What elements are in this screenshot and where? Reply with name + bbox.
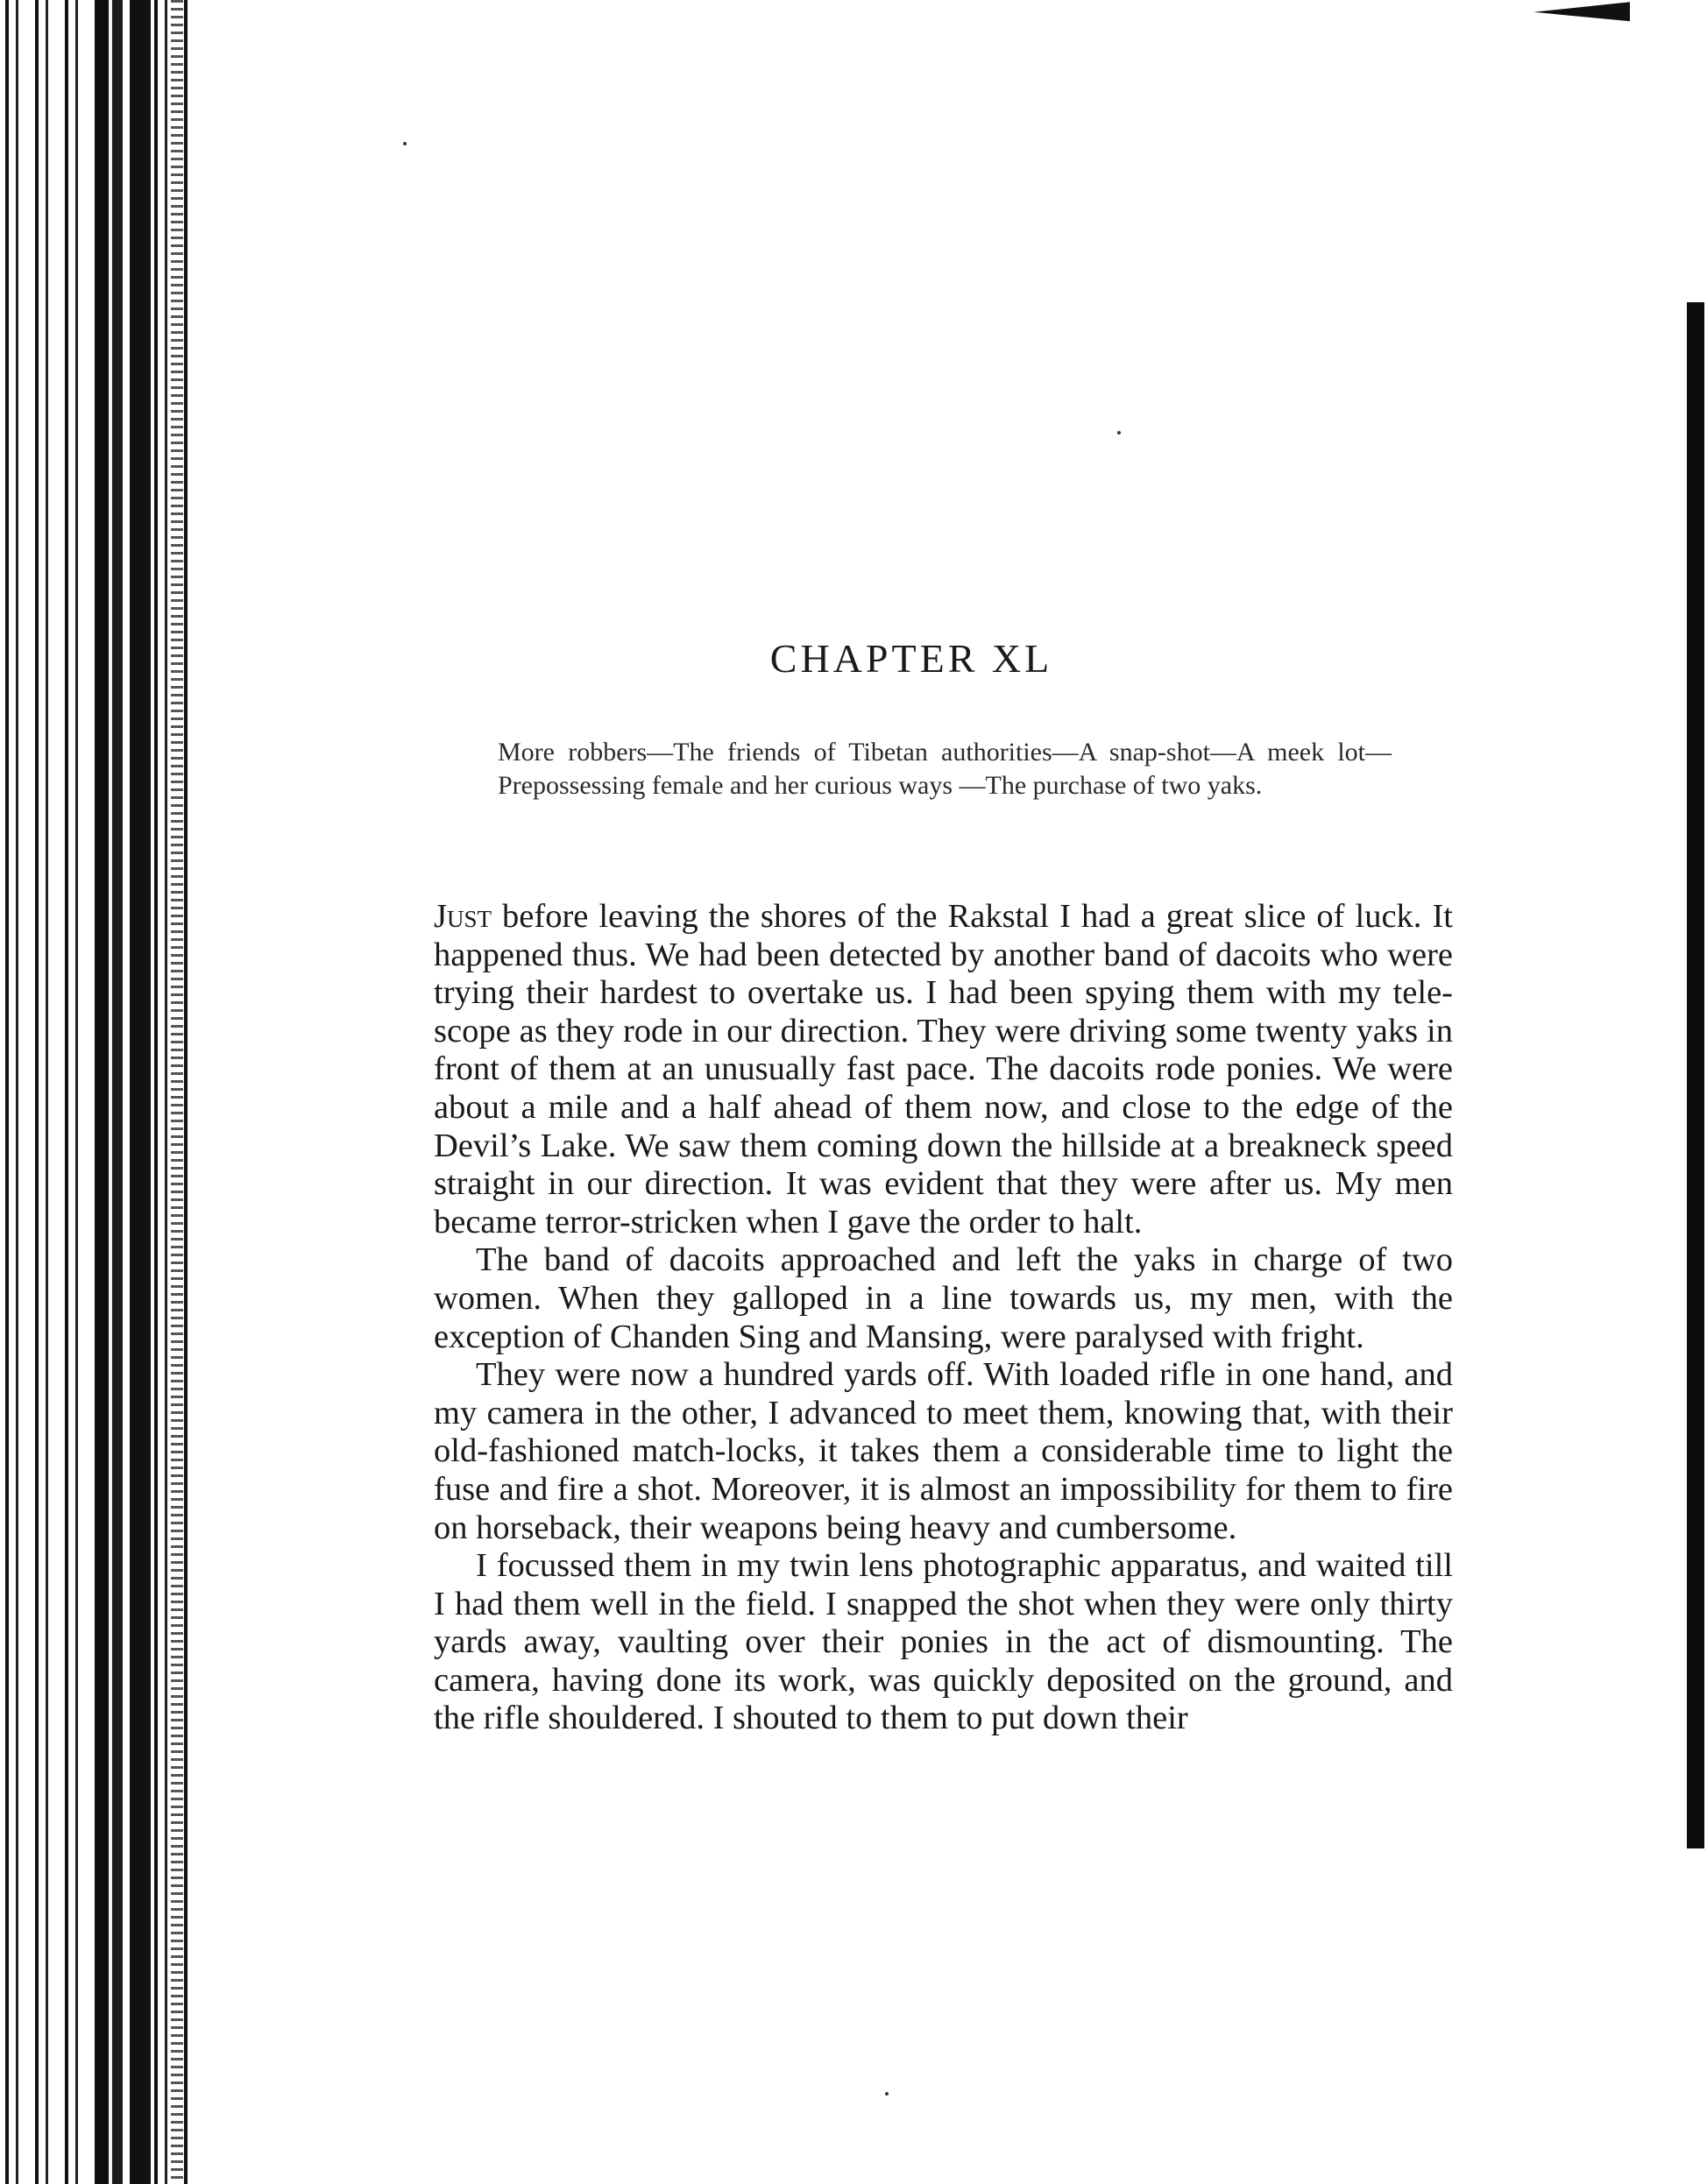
chapter-body	[434, 898, 1453, 1738]
paragraph: They were now a hundred yards off. With loaded rifle in one hand, and my camera in the other, I advanced to meet them, knowing that, with their old-fashioned match-locks, it takes them a considerable time to light the fuse and fire a shot. Moreover, it is almost an impossibility for them to fire on horseback, their weapons being heavy and cumbersome.	[434, 1356, 1453, 1546]
binding-spine-shadow	[96, 0, 151, 2184]
paragraph: The band of dacoits approached and left the yaks in charge of two women. When they galloped in a line towards us, my men, with the exception of Chanden Sing and Mansing, were paralysed with fright.	[434, 1241, 1453, 1355]
paragraph	[434, 898, 1453, 1241]
scan-speck	[885, 2092, 889, 2096]
opening-word: Just	[434, 898, 492, 935]
scan-speck	[1117, 431, 1121, 435]
chapter-summary: More robbers—The friends of Tibetan authorities—A snap-shot—A meek lot—Prepossessing female and her curious ways —The purchase of two yaks.	[498, 738, 1392, 800]
paragraph: I focussed them in my twin lens photographic apparatus, and waited till I had them well in the field. I snapped the shot when they were only thirty yards away, vaulting over their ponies in the act of dismounting. The camera, having done its work, was quickly deposited on the ground, and the rifle shouldered. I shouted to them to put down their	[434, 1547, 1453, 1737]
book-binding-edge	[0, 0, 188, 2184]
scan-speck	[403, 142, 407, 145]
scan-right-edge-artifact	[1687, 302, 1704, 1848]
chapter-title: CHAPTER XL	[769, 636, 1053, 681]
binding-stitching	[171, 0, 183, 2184]
scan-corner-artifact	[1533, 2, 1630, 32]
paragraph-text: before leaving the shores of the Rakstal I had a great slice of luck. It happened thus. We had been detected by another band of dacoits who were trying their hardest to overtake us. I had been spying them with my tele-scope as they rode in our direction. They were driving some twenty yaks in front of them at an unusually fast pace. The dacoits rode ponies. We were about a mile and a half ahead of them now, and close to the edge of the Devil’s Lake. We saw them coming down the hillside at a breakneck speed straight in our direction. It was evident that they were after us. My men became terror-stricken when I gave the order to halt.	[434, 898, 1453, 1240]
